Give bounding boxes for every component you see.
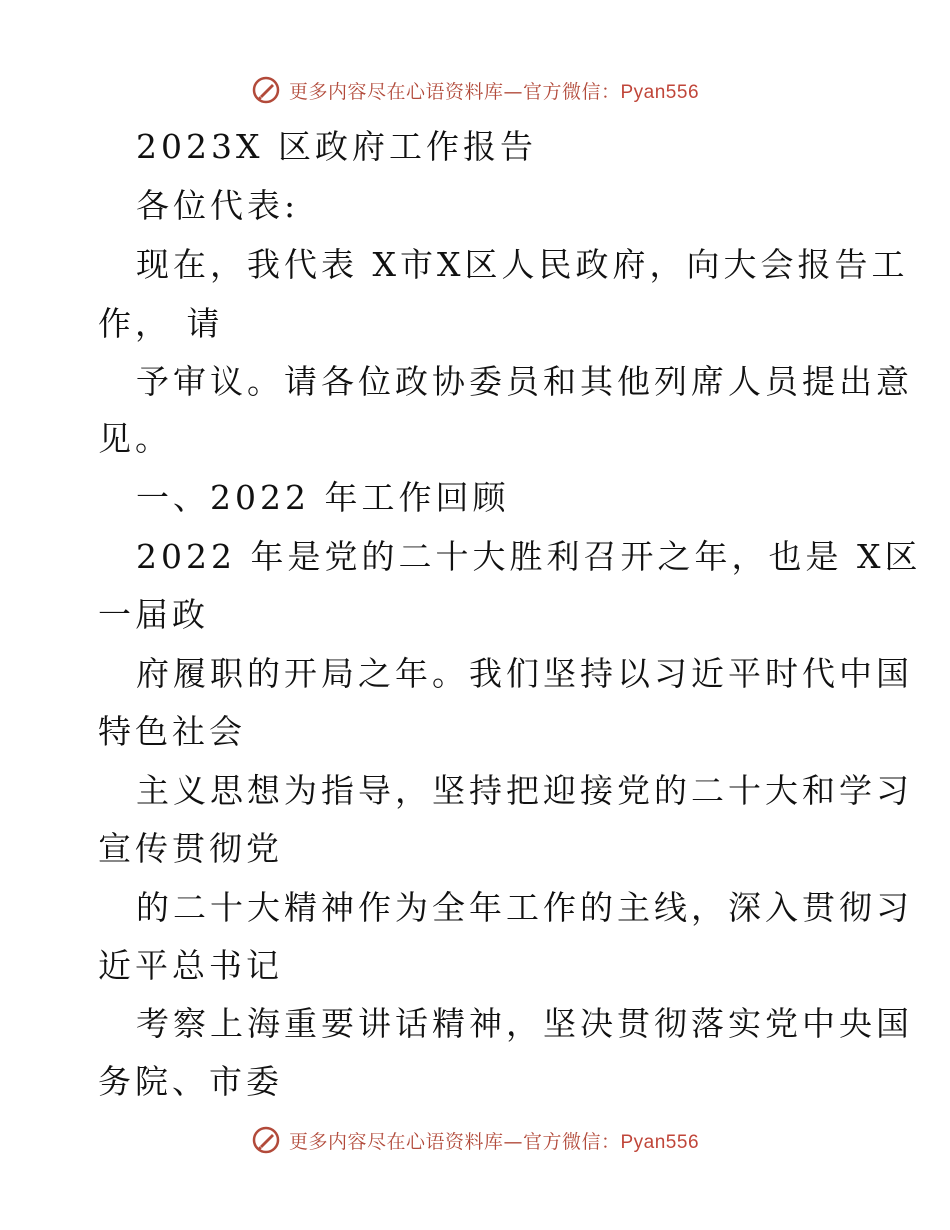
paragraph-line: 务院、市委 [98, 1062, 283, 1101]
section-heading: 一、2022 年工作回顾 [136, 478, 510, 517]
header-watermark [0, 70, 950, 110]
paragraph-line: 的二十大精神作为全年工作的主线，深入贯彻习 [136, 888, 913, 927]
quill-pen-logo-icon [251, 75, 281, 105]
paragraph-line: 2022 年是党的二十大胜利召开之年，也是 X区 [136, 537, 922, 576]
document-title: 2023X 区政府工作报告 [136, 127, 537, 166]
paragraph-line: 主义思想为指导，坚持把迎接党的二十大和学习 [136, 771, 913, 810]
paragraph-line: 府履职的开局之年。我们坚持以习近平时代中国 [136, 654, 913, 693]
watermark-text [289, 77, 699, 104]
paragraph-line: 见。 [98, 419, 172, 458]
paragraph-line: 宣传贯彻党 [98, 829, 283, 868]
watermark-wechat-id: Pyan556 [620, 1131, 700, 1153]
paragraph-line: 近平总书记 [98, 946, 283, 985]
watermark-slogan: 更多内容尽在心语资料库 [288, 1130, 504, 1153]
watermark-wechat-label: 官方微信： [522, 1130, 621, 1153]
paragraph-line: 现在，我代表 X市X区人民政府，向大会报告工 [136, 245, 909, 284]
paragraph-line: 特色社会 [98, 712, 246, 751]
paragraph-line: 考察上海重要讲话精神，坚决贯彻落实党中央国 [136, 1004, 913, 1043]
footer-watermark [0, 1120, 950, 1160]
watermark-wechat-id: Pyan556 [620, 81, 700, 103]
watermark-text [289, 1127, 699, 1154]
quill-pen-logo-icon [251, 1125, 281, 1155]
paragraph-line: 予审议。请各位政协委员和其他列席人员提出意 [136, 362, 913, 401]
paragraph-line: 一届政 [98, 595, 209, 634]
paragraph-line: 作， 请 [98, 304, 224, 343]
watermark-wechat-label: 官方微信： [522, 80, 621, 103]
watermark-separator: — [503, 1130, 523, 1153]
salutation: 各位代表: [136, 186, 300, 225]
watermark-slogan: 更多内容尽在心语资料库 [288, 80, 504, 103]
watermark-separator: — [503, 80, 523, 103]
